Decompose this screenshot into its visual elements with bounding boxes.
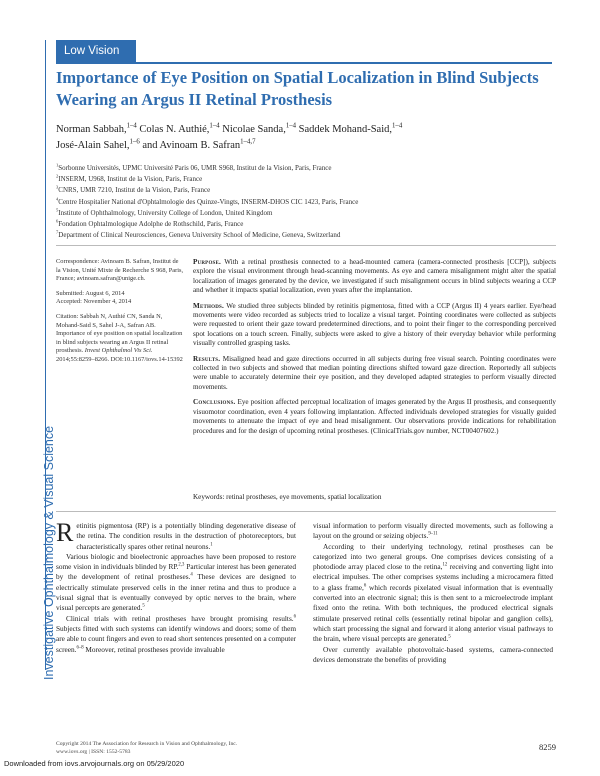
- affiliation: $^6$Fondation Ophtalmologique Adolphe de Rothschild, Paris, France: [56, 218, 244, 229]
- drop-cap: R: [56, 518, 74, 547]
- paragraph: Various biologic and bioelectronic approaches have been proposed to restore some vision in individuals blinded by RP.$^{2,3}$ Particular interest has been generated by the development of retinal prostheses.$^4$ These devices are designed to electrically stimulate preserved cells in the inner retina and thus to produce a visual signal that is eventually conveyed by optic nerves to the brain, where visual percepts are generated.$^5$: [56, 551, 296, 613]
- abstract-methods: Methods. We studied three subjects blinded by retinitis pigmentosa, fitted with a CCP (Argus II) 4 years earlier. Eye/head movements were video recorded as subjects tried to localize a visual target. Pointing coordinates were collected as subjects were requested to orient their gaze toward predetermined directions, and to point their finger to the corresponding perceived spot locations on a touch screen. Finally, subjects were asked to give a history of their everyday behavior while performing visually controlled grasping tasks.: [193, 301, 557, 348]
- author-list: [56, 122, 556, 154]
- author: Nicolae Sanda,$^{1-4}$: [222, 122, 297, 135]
- abstract-conclusions: Conclusions. Eye position affected perceptual localization of images generated by the Argus II prosthesis, and consequently visuomotor coordination, even 4 years following implantation. Affected individuals developed strategies for visually guided movements to attenuate the impact of eye and head misalignment. Our observations provide indications for rehabilitation procedures and for the design of upcoming retinal prostheses. (ClinicalTrials.gov number, NCT00407602.): [193, 398, 556, 435]
- paragraph: According to their underlying technology, retinal prostheses can be categorized into two general groups. One comprises devices consisting of a photodiode array placed close to the retina,$^{12}$ receiving and converting light into electrical impulses. The other comprises systems including a microcamera fitted to a glass frame,$^6$ which records pixelated visual information that is eventually converted into an electronic signal; this is then sent to a microelectrode implant fixed onto the retina. With both techniques, the produced electrical signals stimulate preserved retinal cells (essentially retinal bipolar and ganglion cells), which start processing the signal and forward it along anterior visual pathways to the brain, where visual percepts are generated.$^5$: [313, 541, 553, 644]
- paragraph: Clinical trials with retinal prostheses have brought promising results.$^6$ Subjects fitted with such systems can identify windows and doors; some of them are able to count fingers and even to read short sentences presented on a computer screen.$^{6-8}$ Moreover, retinal prostheses provide invaluable: [56, 613, 296, 654]
- abstract: [193, 258, 556, 442]
- affiliation-list: [56, 163, 556, 241]
- author: Saddek Mohand-Said,$^{1-4}$: [298, 122, 403, 135]
- download-notice: Downloaded from iovs.arvojournals.org on 05/29/2020: [4, 759, 185, 768]
- header-rule: [56, 62, 552, 64]
- correspondence: Correspondence: Avinoam B. Safran, Institut de la Vision, Unité Mixte de Recherche S 968, Paris, France; avinoam.safran@unige.ch.: [56, 258, 184, 283]
- copyright-notice: Copyright 2014 The Association for Research in Vision and Ophthalmology, Inc. www.iovs.org | ISSN: 1552-5783: [56, 741, 238, 755]
- affiliation: $^4$Centre Hospitalier National d'Ophtalmologie des Quinze-Vingts, INSERM-DHOS CIC 1423, Paris, France: [56, 196, 359, 206]
- affiliation: $^2$INSERM, U968, Institut de la Vision, Paris, France: [56, 173, 203, 184]
- article-info-sidebar: [56, 258, 184, 371]
- divider: [56, 245, 556, 246]
- paragraph: visual information to perform visually directed movements, such as following a layout on the ground or seizing objects.$^{9-11}$: [313, 521, 553, 541]
- page-number: 8259: [539, 742, 556, 752]
- author: Colas N. Authié,$^{1-4}$: [139, 122, 220, 135]
- author: and Avinoam B. Safran$^{1-4,7}$: [142, 138, 256, 151]
- article-title: Importance of Eye Position on Spatial Localization in Blind Subjects Wearing an Argus II Retinal Prosthesis: [56, 68, 539, 109]
- journal-name-vertical: Investigative Ophthalmology & Visual Science: [42, 425, 56, 680]
- affiliation: $^7$Department of Clinical Neurosciences, Geneva University School of Medicine, Geneva, Switzerland: [56, 229, 341, 240]
- paragraph: Over currently available photovoltaic-based systems, camera-connected devices demonstrate the benefits of providing: [313, 644, 553, 664]
- affiliation: $^5$Institute of Ophthalmology, University College of London, United Kingdom: [56, 207, 273, 217]
- divider: [56, 511, 556, 512]
- author: Norman Sabbah,$^{1-4}$: [56, 122, 137, 135]
- affiliation: $^3$CNRS, UMR 7210, Institut de la Vision, Paris, France: [56, 185, 211, 195]
- section-label: Low Vision: [56, 40, 136, 62]
- dates: Submitted: August 6, 2014 Accepted: November 4, 2014: [56, 289, 132, 306]
- abstract-purpose: Purpose. With a retinal prosthesis connected to a head-mounted camera (camera-connected prosthesis [CCP]), subjects explore the visual environment through head-scanning movements. As eye and camera misalignment might alter the spatial localization of images generated by the device, we investigated if such misalignment occurs in blind subjects wearing a CCP and whether it impacts spatial localization, even years after the implantation.: [193, 258, 556, 295]
- citation: Citation: Sabbah N, Authié CN, Sanda N, Mohand-Said S, Sahel J-A, Safran AB. Importance of eye position on spatial localization in blind subjects wearing an Argus II retinal prosthesis. Invest Ophthalmol Vis Sci. 2014;55:8259–8266. DOI:10.1167/iovs.14-15392: [56, 312, 183, 363]
- body-column-left: [56, 518, 296, 655]
- affiliation: $^1$Sorbonne Universités, UPMC Université Paris 06, UMR S968, Institut de la Vision, Paris, France: [56, 162, 332, 172]
- paragraph: Retinitis pigmentosa (RP) is a potentially blinding degenerative disease of the retina. The condition results in the destruction of photoreceptors, but characteristically spares other retinal neurons.$^1$: [56, 518, 296, 551]
- author: José-Alain Sahel,$^{1-6}$: [56, 138, 140, 151]
- keywords: Keywords: retinal prostheses, eye movements, spatial localization: [193, 493, 382, 501]
- abstract-results: Results. Misaligned head and gaze directions occurred in all subjects during free visual search. Pointing coordinates were collected in two subjects and showed that median pointing directions shifted toward gaze direction. Reportedly all subjects were unable to accurately determine their eye position, and they developed adapted strategies to perform visually directed movements.: [193, 354, 556, 391]
- body-column-right: [313, 521, 553, 665]
